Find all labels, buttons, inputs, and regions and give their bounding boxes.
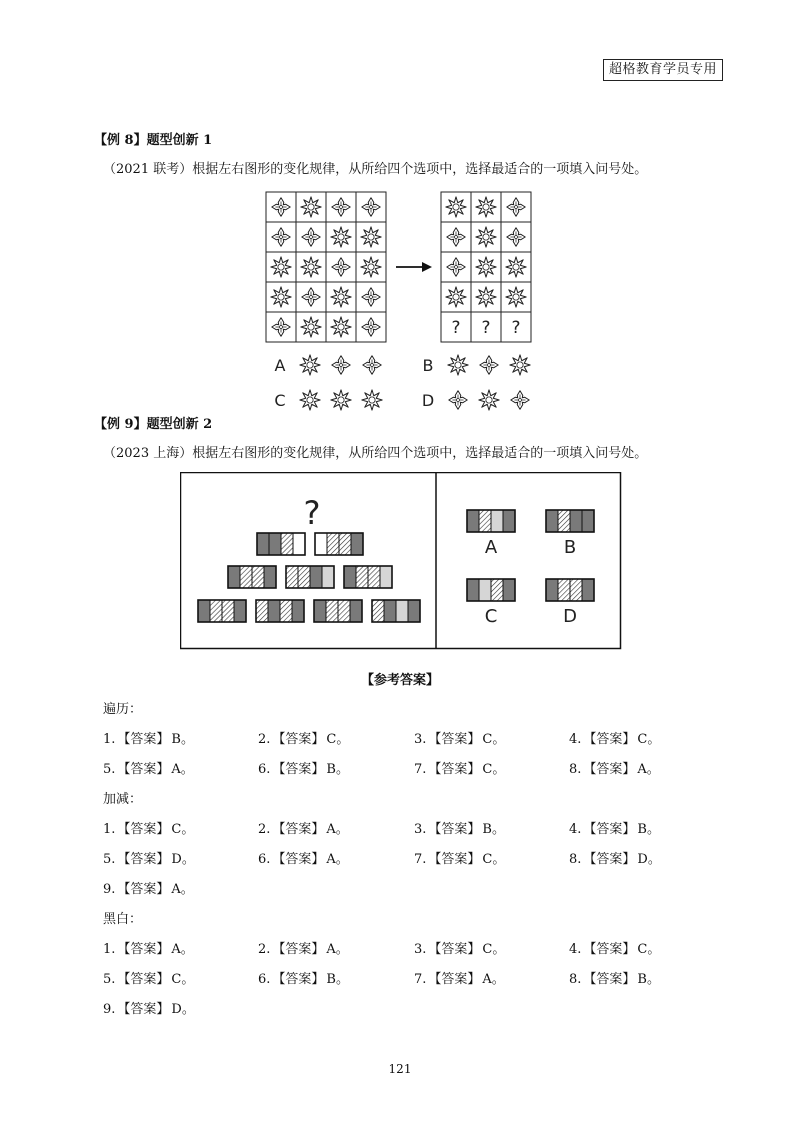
- star-shape-icon: [479, 390, 499, 410]
- answer-label: 【答案】: [117, 972, 170, 987]
- answer-value: C。: [326, 732, 350, 747]
- answer-value: C。: [482, 852, 506, 867]
- block-strip: [546, 579, 594, 601]
- answer-item: [569, 972, 660, 988]
- star-shape-icon: [361, 257, 381, 277]
- answer-number: 2.: [258, 732, 271, 747]
- answer-number: 6.: [258, 762, 271, 777]
- example8-figure: [260, 190, 540, 415]
- cross-shape-icon: [449, 391, 467, 409]
- strip-cell: [269, 533, 281, 555]
- star-shape-icon: [448, 355, 468, 375]
- strip-cell: [546, 579, 558, 601]
- strip-cell: [491, 579, 503, 601]
- answer-item: [569, 762, 660, 778]
- star-shape-icon: [331, 227, 351, 247]
- answer-value: B。: [171, 732, 194, 747]
- answer-number: 2.: [258, 942, 271, 957]
- star-shape-icon: [331, 317, 351, 337]
- strip-cell: [326, 600, 338, 622]
- strip-cell: [467, 579, 479, 601]
- answer-number: 9.: [103, 1002, 116, 1017]
- strip-cell: [210, 600, 222, 622]
- answer-item: [414, 732, 505, 748]
- page-number: 121: [388, 1062, 412, 1076]
- option-label: A: [274, 356, 286, 375]
- cross-shape-icon: [332, 356, 350, 374]
- star-shape-icon: [476, 257, 496, 277]
- strip-cell: [268, 600, 280, 622]
- answer-value: C。: [482, 762, 506, 777]
- option-label: D: [421, 391, 435, 410]
- cross-shape-icon: [480, 356, 498, 374]
- strip-cell: [384, 600, 396, 622]
- strip-cell: [264, 566, 276, 588]
- block-strip: [198, 600, 246, 622]
- answer-label: 【答案】: [272, 972, 325, 987]
- strip-cell: [293, 533, 305, 555]
- question-mark: ?: [303, 494, 321, 532]
- star-shape-icon: [301, 257, 321, 277]
- option-label: D: [563, 606, 577, 627]
- star-shape-icon: [331, 390, 351, 410]
- answer-section-title: 黑白：: [103, 912, 143, 927]
- example8-left-grid: [266, 192, 386, 342]
- strip-cell: [252, 566, 264, 588]
- star-shape-icon: [476, 227, 496, 247]
- block-strip: [372, 600, 420, 622]
- answer-value: A。: [326, 852, 349, 867]
- block-strip: [257, 533, 305, 555]
- strip-cell: [479, 510, 491, 532]
- strip-cell: [351, 533, 363, 555]
- answer-label: 【答案】: [583, 822, 636, 837]
- answer-number: 5.: [103, 762, 116, 777]
- star-shape-icon: [506, 257, 526, 277]
- star-shape-icon: [361, 227, 381, 247]
- star-shape-icon: [362, 390, 382, 410]
- example8-right-grid: [441, 192, 531, 342]
- block-strip: [286, 566, 334, 588]
- answer-value: A。: [482, 972, 505, 987]
- strip-cell: [315, 533, 327, 555]
- answer-number: 4.: [569, 822, 582, 837]
- block-strip: [315, 533, 363, 555]
- strip-cell: [356, 566, 368, 588]
- answer-number: 4.: [569, 942, 582, 957]
- answer-value: D。: [171, 1002, 195, 1017]
- answer-label: 【答案】: [117, 942, 170, 957]
- answer-item: [414, 852, 505, 868]
- question-mark: ?: [511, 318, 521, 338]
- answer-item: [103, 942, 194, 958]
- question-mark: ?: [451, 318, 461, 338]
- answer-item: [569, 732, 660, 748]
- answer-number: 3.: [414, 822, 427, 837]
- strip-cell: [310, 566, 322, 588]
- answer-number: 8.: [569, 762, 582, 777]
- answer-number: 7.: [414, 972, 427, 987]
- answer-number: 5.: [103, 852, 116, 867]
- answer-label: 【答案】: [117, 732, 170, 747]
- answer-value: D。: [171, 852, 195, 867]
- answer-item: [103, 882, 194, 898]
- answer-label: 【答案】: [583, 762, 636, 777]
- answer-value: A。: [171, 882, 194, 897]
- cross-shape-icon: [511, 391, 529, 409]
- answer-item: [258, 972, 349, 988]
- answer-item: [258, 822, 349, 838]
- answer-item: [258, 732, 349, 748]
- answer-number: 3.: [414, 732, 427, 747]
- answer-label: 【答案】: [272, 762, 325, 777]
- answer-item: [569, 822, 660, 838]
- strip-cell: [257, 533, 269, 555]
- answer-number: 8.: [569, 852, 582, 867]
- strip-cell: [322, 566, 334, 588]
- strip-cell: [582, 579, 594, 601]
- block-strip: [546, 510, 594, 532]
- strip-cell: [570, 510, 582, 532]
- answer-label: 【答案】: [428, 822, 481, 837]
- star-shape-icon: [446, 197, 466, 217]
- strip-cell: [368, 566, 380, 588]
- strip-cell: [327, 533, 339, 555]
- answer-section-title: 遍历：: [103, 702, 143, 717]
- strip-cell: [281, 533, 293, 555]
- answer-label: 【答案】: [117, 852, 170, 867]
- answer-item: [103, 762, 194, 778]
- header-badge: 超格教育学员专用: [603, 59, 723, 81]
- strip-cell: [198, 600, 210, 622]
- answer-number: 6.: [258, 852, 271, 867]
- answer-label: 【答案】: [583, 972, 636, 987]
- strip-cell: [344, 566, 356, 588]
- strip-cell: [479, 579, 491, 601]
- block-strip: [228, 566, 276, 588]
- answer-value: A。: [637, 762, 660, 777]
- answer-number: 9.: [103, 882, 116, 897]
- answer-value: B。: [637, 822, 660, 837]
- cross-shape-icon: [363, 356, 381, 374]
- star-shape-icon: [300, 390, 320, 410]
- answer-label: 【答案】: [583, 852, 636, 867]
- answer-item: [414, 762, 505, 778]
- answer-label: 【答案】: [272, 852, 325, 867]
- answer-number: 2.: [258, 822, 271, 837]
- answer-label: 【答案】: [272, 822, 325, 837]
- answer-value: C。: [171, 972, 195, 987]
- answer-item: [569, 942, 660, 958]
- answer-label: 【答案】: [428, 852, 481, 867]
- strip-cell: [298, 566, 310, 588]
- answer-item: [414, 972, 505, 988]
- answer-value: B。: [637, 972, 660, 987]
- block-strip: [467, 510, 515, 532]
- strip-cell: [467, 510, 479, 532]
- strip-cell: [314, 600, 326, 622]
- strip-cell: [558, 510, 570, 532]
- answer-value: A。: [326, 822, 349, 837]
- answer-label: 【答案】: [117, 882, 170, 897]
- answer-label: 【答案】: [583, 732, 636, 747]
- star-shape-icon: [331, 287, 351, 307]
- answer-number: 3.: [414, 942, 427, 957]
- strip-cell: [292, 600, 304, 622]
- answer-label: 【答案】: [428, 732, 481, 747]
- answer-label: 【答案】: [428, 762, 481, 777]
- star-shape-icon: [446, 287, 466, 307]
- strip-cell: [240, 566, 252, 588]
- strip-cell: [396, 600, 408, 622]
- answer-number: 1.: [103, 822, 116, 837]
- option-label: B: [422, 356, 434, 375]
- answer-number: 6.: [258, 972, 271, 987]
- answer-item: [103, 732, 194, 748]
- answer-number: 5.: [103, 972, 116, 987]
- answer-value: A。: [326, 942, 349, 957]
- answer-value: A。: [171, 762, 194, 777]
- answer-number: 8.: [569, 972, 582, 987]
- strip-cell: [338, 600, 350, 622]
- answer-value: B。: [326, 972, 349, 987]
- arrow-icon: [396, 262, 432, 272]
- example8-options: [274, 355, 530, 410]
- answer-item: [103, 822, 194, 838]
- example9-question: （2023 上海）根据左右图形的变化规律，从所给四个选项中，选择最适合的一项填入问号处。: [103, 446, 648, 461]
- answer-value: C。: [637, 942, 661, 957]
- strip-cell: [380, 566, 392, 588]
- answer-label: 【答案】: [117, 1002, 170, 1017]
- answer-label: 【答案】: [428, 972, 481, 987]
- answer-label: 【答案】: [272, 942, 325, 957]
- answer-item: [103, 852, 195, 868]
- star-shape-icon: [476, 197, 496, 217]
- answer-number: 1.: [103, 942, 116, 957]
- star-shape-icon: [301, 317, 321, 337]
- answer-value: B。: [326, 762, 349, 777]
- answer-item: [103, 1002, 195, 1018]
- block-strip: [344, 566, 392, 588]
- strip-cell: [228, 566, 240, 588]
- strip-cell: [570, 579, 582, 601]
- example8-question: （2021 联考）根据左右图形的变化规律，从所给四个选项中，选择最适合的一项填入问号处。: [103, 162, 648, 177]
- option-label: C: [274, 391, 286, 410]
- option-label: C: [484, 606, 498, 627]
- strip-cell: [503, 510, 515, 532]
- answer-item: [258, 942, 349, 958]
- question-mark: ?: [481, 318, 491, 338]
- answer-value: C。: [482, 732, 506, 747]
- example8-heading: 【例 8】题型创新 1: [94, 133, 213, 148]
- answer-value: C。: [171, 822, 195, 837]
- answer-item: [414, 822, 505, 838]
- block-strip: [314, 600, 362, 622]
- answers-title: 【参考答案】: [360, 673, 439, 688]
- answer-item: [414, 942, 505, 958]
- star-shape-icon: [300, 355, 320, 375]
- star-shape-icon: [506, 287, 526, 307]
- answer-value: A。: [171, 942, 194, 957]
- block-strip: [256, 600, 304, 622]
- strip-cell: [503, 579, 515, 601]
- option-label: B: [563, 537, 577, 558]
- strip-cell: [339, 533, 351, 555]
- option-label: A: [484, 537, 498, 558]
- strip-cell: [408, 600, 420, 622]
- strip-cell: [222, 600, 234, 622]
- example9-figure: [180, 472, 622, 652]
- strip-cell: [582, 510, 594, 532]
- answer-label: 【答案】: [272, 732, 325, 747]
- answer-value: C。: [637, 732, 661, 747]
- answer-value: B。: [482, 822, 505, 837]
- strip-cell: [256, 600, 268, 622]
- block-strip: [467, 579, 515, 601]
- answer-number: 1.: [103, 732, 116, 747]
- answer-number: 7.: [414, 852, 427, 867]
- answer-item: [569, 852, 661, 868]
- star-shape-icon: [271, 257, 291, 277]
- answer-item: [258, 852, 349, 868]
- answer-label: 【答案】: [428, 942, 481, 957]
- star-shape-icon: [510, 355, 530, 375]
- strip-cell: [491, 510, 503, 532]
- answer-item: [258, 762, 349, 778]
- answer-section-title: 加减：: [103, 792, 143, 807]
- star-shape-icon: [301, 197, 321, 217]
- strip-cell: [546, 510, 558, 532]
- strip-cell: [286, 566, 298, 588]
- strip-cell: [350, 600, 362, 622]
- star-shape-icon: [271, 287, 291, 307]
- strip-cell: [280, 600, 292, 622]
- answer-item: [103, 972, 194, 988]
- answer-label: 【答案】: [583, 942, 636, 957]
- answer-value: D。: [637, 852, 661, 867]
- answer-number: 4.: [569, 732, 582, 747]
- star-shape-icon: [476, 287, 496, 307]
- answer-label: 【答案】: [117, 762, 170, 777]
- strip-cell: [234, 600, 246, 622]
- answer-label: 【答案】: [117, 822, 170, 837]
- strip-cell: [558, 579, 570, 601]
- strip-cell: [372, 600, 384, 622]
- example9-heading: 【例 9】题型创新 2: [94, 417, 213, 432]
- answer-number: 7.: [414, 762, 427, 777]
- answer-value: C。: [482, 942, 506, 957]
